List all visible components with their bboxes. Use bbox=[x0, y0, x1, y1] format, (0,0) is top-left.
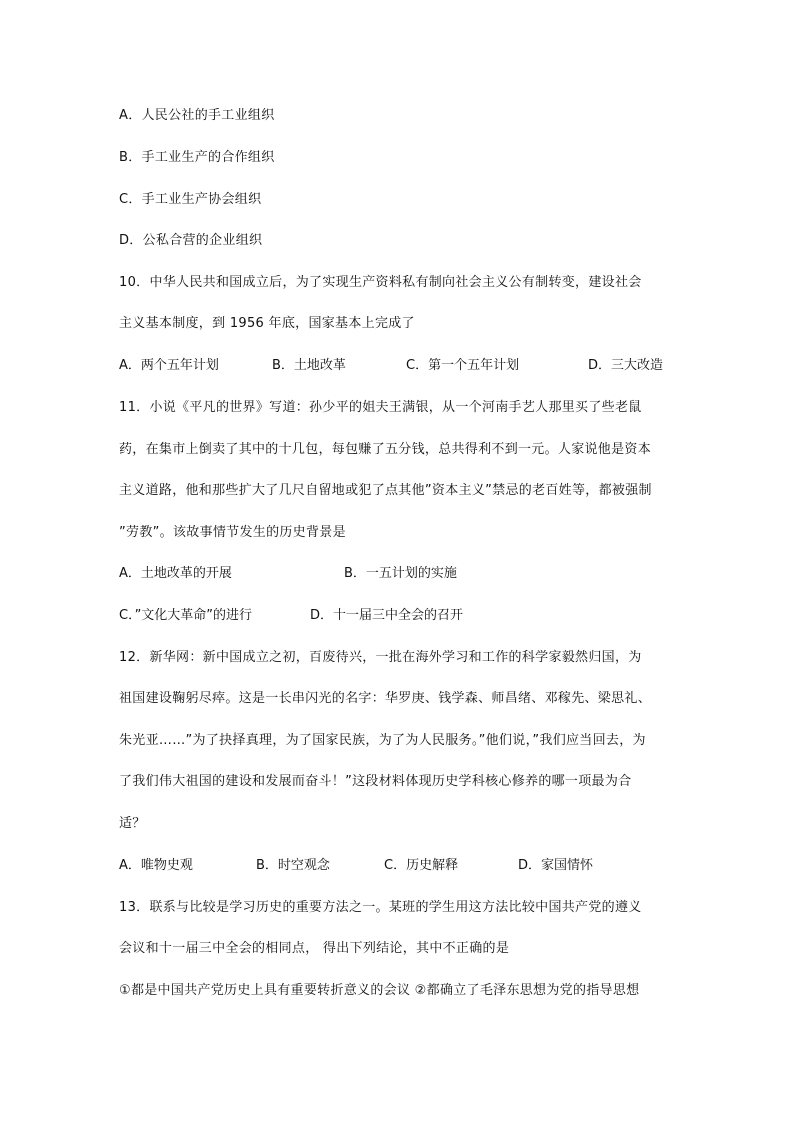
q12-stem-line-2: 祖国建设鞠躬尽瘁。这是一长串闪光的名字：华罗庚、钱学森、师昌绪、邓稼先、梁思礼、 bbox=[119, 691, 652, 706]
q12-options bbox=[119, 856, 689, 876]
q9-option-a: A．人民公社的手工业组织 bbox=[119, 108, 275, 123]
q12-option-d: D．家国情怀 bbox=[518, 858, 594, 873]
q10-option-c: C．第一个五年计划 bbox=[406, 358, 520, 373]
q11-options-row-1 bbox=[119, 564, 689, 584]
q11-option-b: B．一五计划的实施 bbox=[344, 566, 457, 581]
q11-stem-line-4: ”劳教”。该故事情节发生的历史背景是 bbox=[119, 525, 346, 540]
q10-stem-line-2: 主义基本制度，到 1956 年底，国家基本上完成了 bbox=[119, 316, 415, 331]
q12-stem-line-3: 朱光亚……”为了抉择真理，为了国家民族，为了为人民服务。”他们说，”我们应当回去，为 bbox=[119, 733, 646, 748]
q9-option-b: B．手工业生产的合作组织 bbox=[119, 150, 275, 165]
q9-option-c: C．手工业生产协会组织 bbox=[119, 192, 262, 207]
q12-stem-line-4: 了我们伟大祖国的建设和发展而奋斗！”这段材料体现历史学科核心修养的哪一项最为合 bbox=[119, 774, 632, 789]
q11-option-a: A．土地改革的开展 bbox=[119, 566, 232, 581]
q10-option-d: D．三大改造 bbox=[588, 358, 664, 373]
q10-stem-line-1: 10．中华人民共和国成立后，为了实现生产资料私有制向社会主义公有制转变，建设社会 bbox=[119, 275, 642, 290]
q12-stem-line-5: 适？ bbox=[119, 816, 146, 831]
q11-option-c: C．”文化大革命”的进行 bbox=[119, 608, 253, 623]
q12-stem-line-1: 12．新华网：新中国成立之初，百废待兴，一批在海外学习和工作的科学家毅然归国，为 bbox=[119, 650, 642, 665]
q12-option-b: B．时空观念 bbox=[256, 858, 330, 873]
q10-option-b: B．土地改革 bbox=[272, 358, 346, 373]
q11-option-d: D．十一届三中全会的召开 bbox=[310, 608, 464, 623]
q9-option-d: D．公私合营的企业组织 bbox=[119, 233, 263, 248]
q12-option-a: A．唯物史观 bbox=[119, 858, 193, 873]
q11-options-row-2 bbox=[119, 606, 689, 626]
q12-option-c: C．历史解释 bbox=[384, 858, 459, 873]
q11-stem-line-1: 11．小说《平凡的世界》写道：孙少平的姐夫王满银，从一个河南手艺人那里买了些老鼠 bbox=[119, 400, 642, 415]
q11-stem-line-3: 主义道路，他和那些扩大了几尺自留地或犯了点其他”资本主义”禁忌的老百姓等，都被强制 bbox=[119, 483, 652, 498]
q13-stem-line-1: 13．联系与比较是学习历史的重要方法之一。某班的学生用这方法比较中国共产党的遵义 bbox=[119, 900, 642, 915]
q10-option-a: A．两个五年计划 bbox=[119, 358, 219, 373]
q13-stem-line-2: 会议和十一届三中全会的相同点， 得出下列结论，其中不正确的是 bbox=[119, 941, 510, 956]
q10-options bbox=[119, 356, 689, 376]
q13-stem-line-3: ①都是中国共产党历史上具有重要转折意义的会议 ②都确立了毛泽东思想为党的指导思想 bbox=[119, 983, 640, 998]
q11-stem-line-2: 药，在集市上倒卖了其中的十几包，每包赚了五分钱，总共得利不到一元。人家说他是资本 bbox=[119, 442, 652, 457]
